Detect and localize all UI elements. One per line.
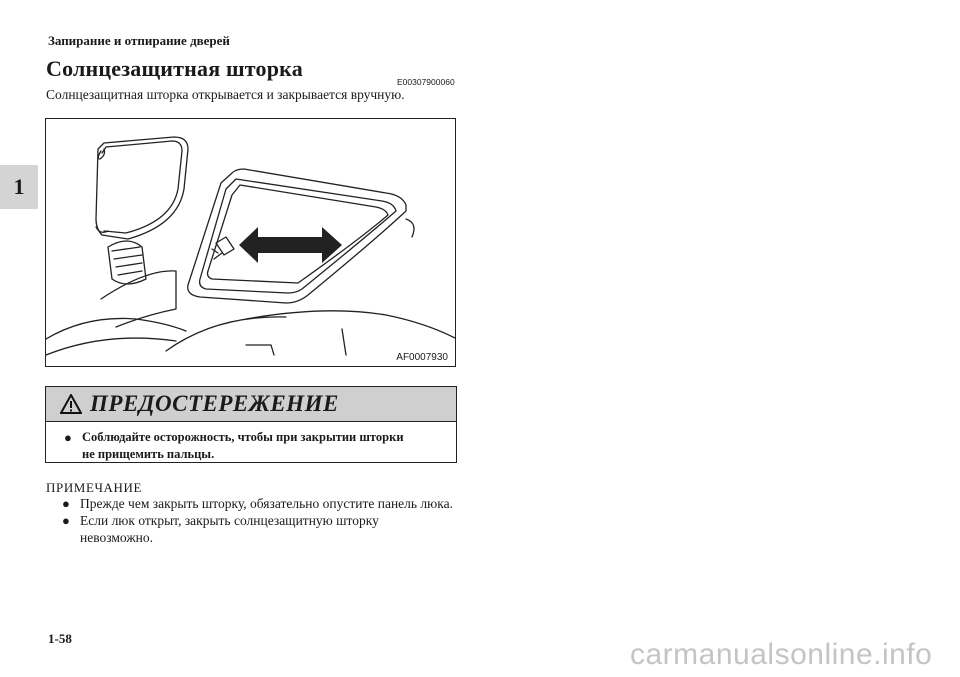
warning-bullet: ● [64,430,72,445]
intro-text: Солнцезащитная шторка открывается и закрывается вручную. [46,87,405,102]
running-header: Запирание и отпирание дверей [48,33,230,48]
watermark: carmanualsonline.info [630,638,933,671]
sunshade-illustration [45,118,456,367]
chapter-number: 1 [13,174,25,199]
sunshade-drawing [46,119,456,367]
note-bullet: ● [62,496,70,511]
section-code: E00307900060 [397,77,455,87]
note-item [62,495,453,512]
note-label: ПРИМЕЧАНИЕ [46,480,143,495]
note-line: Если люк открыт, закрыть солнцезащитную шторку [80,513,379,528]
note-line: Прежде чем закрыть шторку, обязательно опустите панель люка. [80,496,453,511]
section-title: Солнцезащитная шторка [46,56,303,81]
chapter-tab [0,165,38,209]
note-bullet: ● [62,513,70,528]
warning-line: не прищемить пальцы. [82,447,215,461]
warning-box [45,386,457,463]
page-number: 1-58 [48,631,72,646]
figure-code: AF0007930 [396,352,448,363]
warning-title: ПРЕДОСТЕРЕЖЕНИЕ [90,391,339,416]
warning-line: Соблюдайте осторожность, чтобы при закрытии шторки [82,430,404,444]
warning-text [46,422,456,463]
warning-triangle-icon [60,394,82,414]
note-item [62,512,379,546]
warning-header [46,387,456,422]
double-arrow-icon [239,227,342,263]
note-line: невозможно. [80,530,154,545]
